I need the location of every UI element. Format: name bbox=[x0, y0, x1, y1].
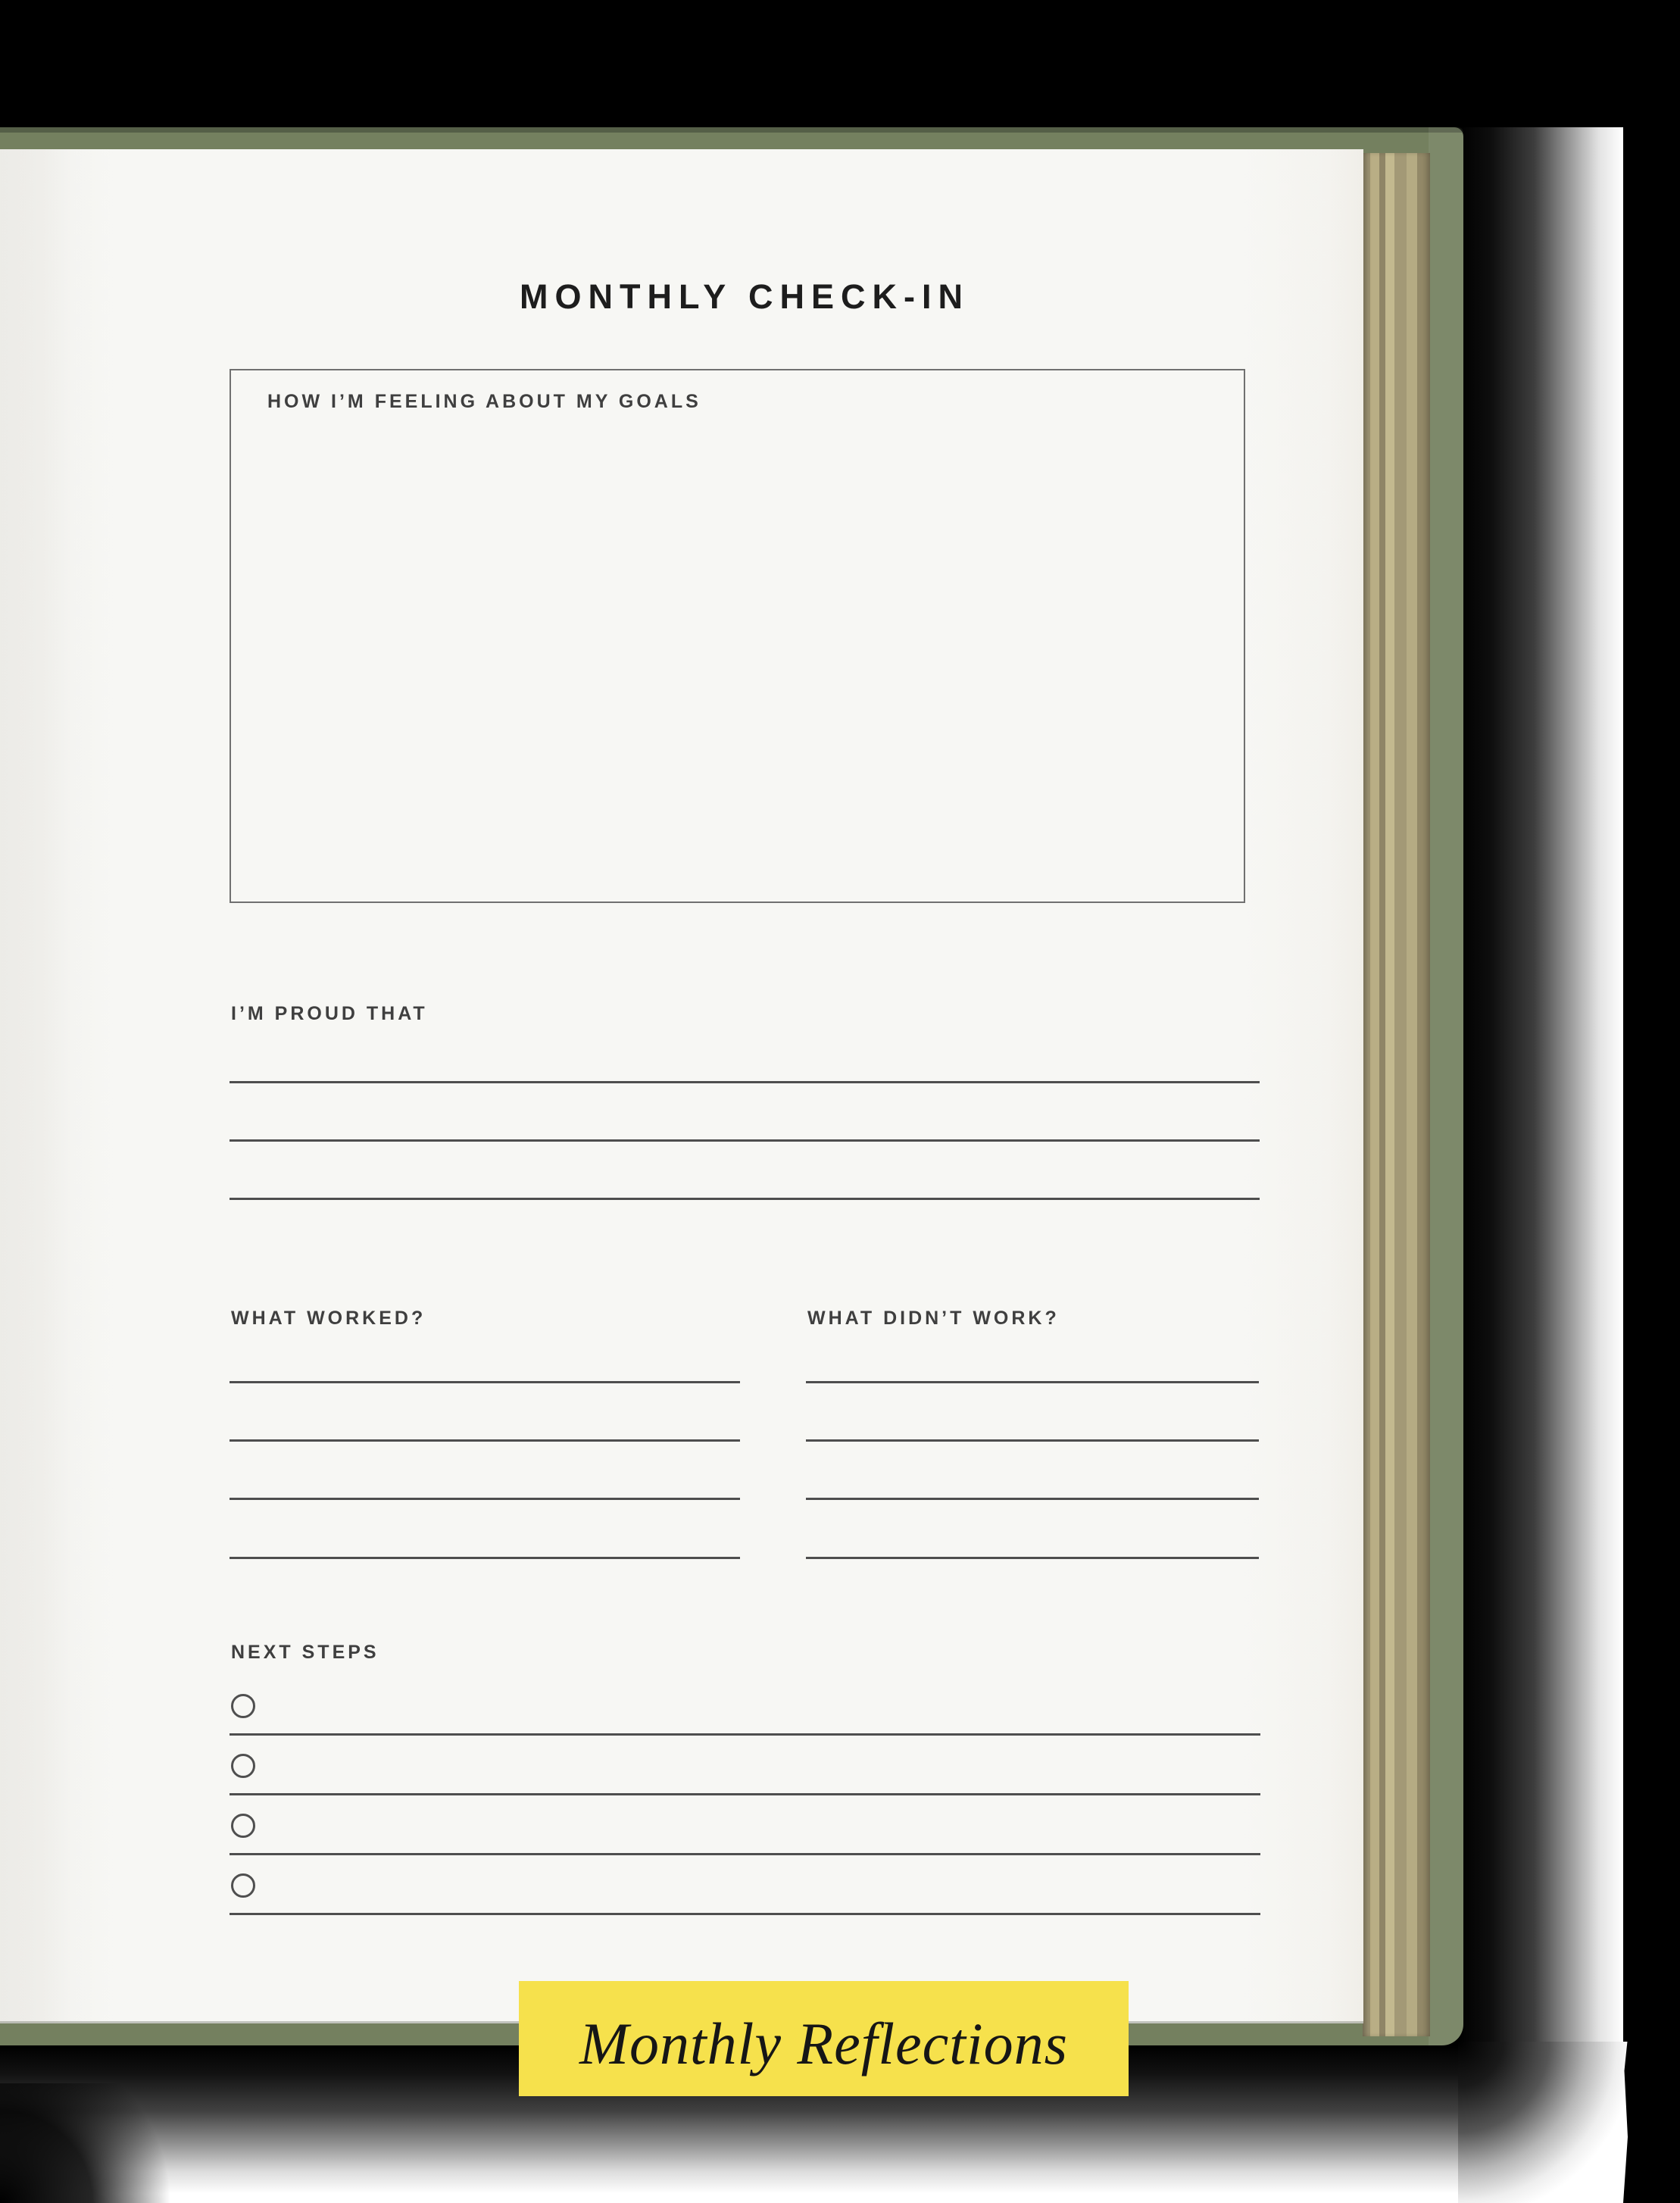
feelings-box-label: HOW I’M FEELING ABOUT MY GOALS bbox=[267, 391, 701, 412]
bullet-circle-icon bbox=[231, 1814, 255, 1838]
didnt-work-section-label: WHAT DIDN’T WORK? bbox=[807, 1308, 1060, 1329]
ruled-line bbox=[230, 1733, 1260, 1736]
bullet-circle-icon bbox=[231, 1694, 255, 1718]
background-corner-left bbox=[0, 2083, 212, 2203]
caption-tab bbox=[519, 1981, 1129, 2096]
bullet-circle-icon bbox=[231, 1873, 255, 1898]
book-shadow-corner bbox=[1458, 2042, 1636, 2203]
book-shadow-right bbox=[1458, 127, 1623, 2045]
bullet-circle-icon bbox=[231, 1754, 255, 1778]
ruled-line bbox=[230, 1793, 1260, 1795]
background-right bbox=[1623, 0, 1680, 2203]
caption-tab-label: Monthly Reflections bbox=[579, 2011, 1068, 2076]
ruled-line bbox=[230, 1913, 1260, 1915]
background-top bbox=[0, 0, 1680, 127]
ruled-line bbox=[230, 1557, 740, 1559]
ruled-line bbox=[230, 1853, 1260, 1855]
ruled-line bbox=[230, 1198, 1260, 1200]
planner-sheet bbox=[0, 149, 1363, 2023]
ruled-line bbox=[806, 1498, 1259, 1500]
ruled-line bbox=[230, 1381, 740, 1383]
ruled-line bbox=[806, 1439, 1259, 1442]
page-edge-stack bbox=[1363, 153, 1430, 2036]
page-title: MONTHLY CHECK-IN bbox=[519, 277, 970, 316]
ruled-line bbox=[230, 1498, 740, 1500]
proud-section-label: I’M PROUD THAT bbox=[231, 1003, 428, 1024]
ruled-line bbox=[230, 1439, 740, 1442]
worked-section-label: WHAT WORKED? bbox=[231, 1308, 426, 1329]
next-steps-label: NEXT STEPS bbox=[231, 1642, 379, 1663]
ruled-line bbox=[806, 1381, 1259, 1383]
feelings-box bbox=[230, 369, 1245, 903]
ruled-line bbox=[230, 1139, 1260, 1142]
ruled-line bbox=[806, 1557, 1259, 1559]
ruled-line bbox=[230, 1081, 1260, 1083]
